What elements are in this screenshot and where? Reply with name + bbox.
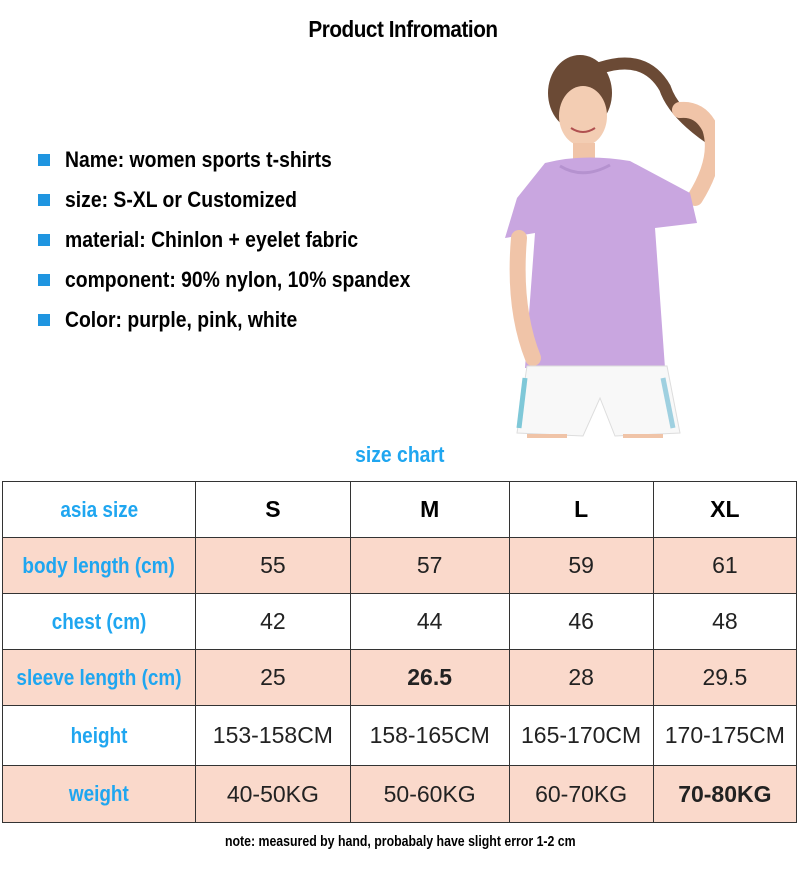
table-row bbox=[3, 766, 797, 823]
table-cell: 44 bbox=[350, 594, 509, 650]
table-cell: 50-60KG bbox=[350, 766, 509, 823]
table-cell: 59 bbox=[509, 538, 653, 594]
size-column-header: M bbox=[350, 482, 509, 538]
table-row bbox=[3, 706, 797, 766]
table-cell: 70-80KG bbox=[653, 766, 796, 823]
table-cell: 28 bbox=[509, 650, 653, 706]
model-photo bbox=[505, 48, 715, 438]
square-bullet-icon bbox=[38, 154, 50, 166]
table-cell: 46 bbox=[509, 594, 653, 650]
spec-item: size: S-XL or Customized bbox=[38, 180, 457, 220]
table-cell: 158-165CM bbox=[350, 706, 509, 766]
page-title: Product Infromation bbox=[308, 16, 498, 42]
spec-item: material: Chinlon + eyelet fabric bbox=[38, 220, 457, 260]
square-bullet-icon bbox=[38, 274, 50, 286]
table-cell: 60-70KG bbox=[509, 766, 653, 823]
table-cell: 61 bbox=[653, 538, 796, 594]
spec-item: Name: women sports t-shirts bbox=[38, 140, 457, 180]
row-header: sleeve length (cm) bbox=[3, 650, 196, 706]
square-bullet-icon bbox=[38, 234, 50, 246]
table-cell: 55 bbox=[195, 538, 350, 594]
row-header: body length (cm) bbox=[3, 538, 196, 594]
table-row bbox=[3, 482, 797, 538]
table-cell: 26.5 bbox=[350, 650, 509, 706]
table-cell: 48 bbox=[653, 594, 796, 650]
row-header: chest (cm) bbox=[3, 594, 196, 650]
table-cell: 29.5 bbox=[653, 650, 796, 706]
table-cell: 153-158CM bbox=[195, 706, 350, 766]
table-cell: 25 bbox=[195, 650, 350, 706]
size-column-header: L bbox=[509, 482, 653, 538]
measurement-note: note: measured by hand, probabaly have slight error 1-2 cm bbox=[224, 834, 576, 850]
row-header: asia size bbox=[3, 482, 196, 538]
size-column-header: S bbox=[195, 482, 350, 538]
table-row bbox=[3, 538, 797, 594]
table-cell: 57 bbox=[350, 538, 509, 594]
square-bullet-icon bbox=[38, 314, 50, 326]
size-chart-table bbox=[2, 481, 797, 823]
table-cell: 170-175CM bbox=[653, 706, 796, 766]
row-header: height bbox=[3, 706, 196, 766]
table-row bbox=[3, 650, 797, 706]
table-cell: 40-50KG bbox=[195, 766, 350, 823]
table-row bbox=[3, 594, 797, 650]
square-bullet-icon bbox=[38, 194, 50, 206]
spec-item: Color: purple, pink, white bbox=[38, 300, 457, 340]
spec-item: component: 90% nylon, 10% spandex bbox=[38, 260, 457, 300]
size-chart-title: size chart bbox=[355, 442, 445, 467]
row-header: weight bbox=[3, 766, 196, 823]
table-cell: 165-170CM bbox=[509, 706, 653, 766]
table-cell: 42 bbox=[195, 594, 350, 650]
spec-list bbox=[38, 140, 457, 340]
size-column-header: XL bbox=[653, 482, 796, 538]
